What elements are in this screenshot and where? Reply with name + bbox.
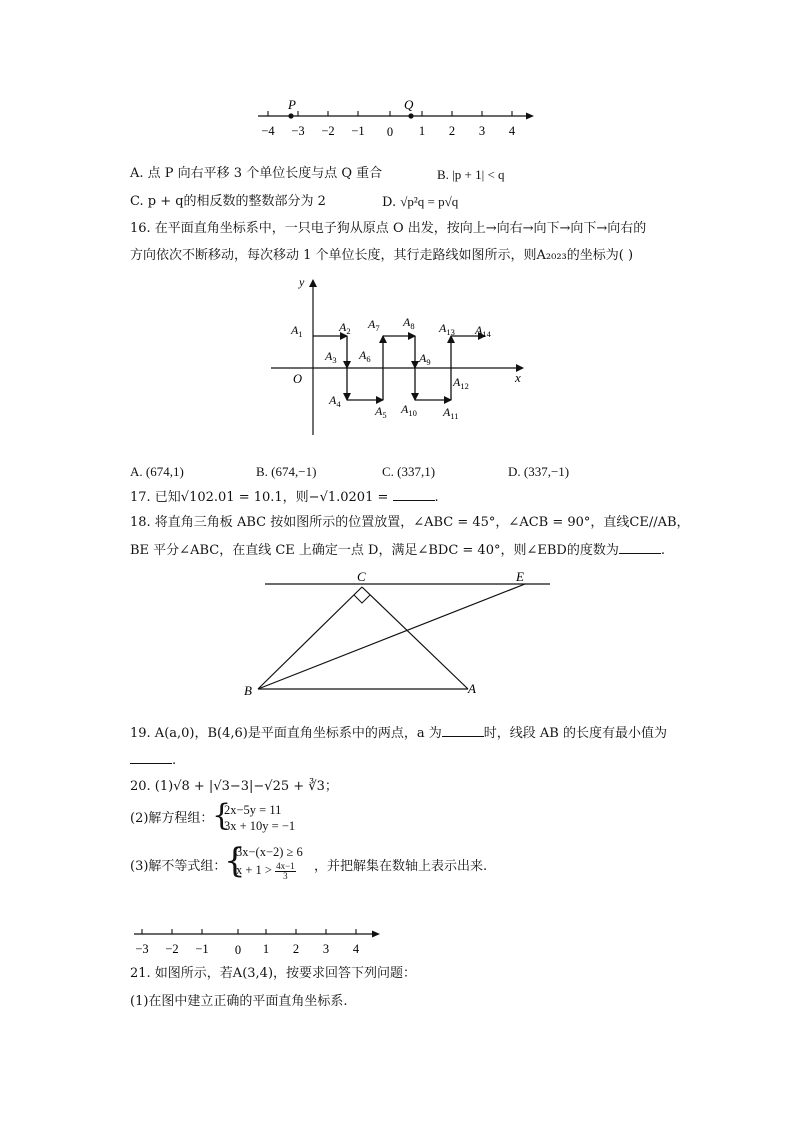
- origin-label: O: [293, 372, 303, 386]
- q15-option-b: B. |p + 1| < q: [437, 167, 505, 182]
- point-label-a1: $A_1$: [291, 323, 303, 339]
- system-brace: {: [224, 841, 246, 881]
- right-angle-mark: [354, 595, 370, 603]
- q15-option-a: A. 点 P 向右平移 3 个单位长度与点 Q 重合: [130, 166, 383, 181]
- tick-label: 0: [386, 125, 394, 139]
- tick-label: 0: [234, 943, 242, 957]
- q20-part3-tail: ，并把解集在数轴上表示出来.: [314, 859, 488, 874]
- fraction: [275, 862, 296, 881]
- q20-part3-label: (3)解不等式组：: [130, 859, 227, 874]
- point-label-a3: $A_3$: [325, 349, 337, 365]
- q17-text: 17. 已知√102.01 = 10.1，则−√1.0201 =: [130, 490, 393, 505]
- system-brace: {: [212, 798, 232, 833]
- q20-ineq2-left: x + 1 >: [236, 863, 272, 877]
- q19-stem-line1: [130, 724, 667, 743]
- q15-option-d: [382, 193, 458, 212]
- tick-label: 3: [322, 942, 330, 956]
- q19-stem-line2: [130, 751, 176, 770]
- point-label-a4: $A_4$: [329, 393, 341, 409]
- q20-eq1: 2x−5y = 11: [224, 803, 282, 817]
- answer-blank[interactable]: [393, 488, 435, 501]
- point-label-a6: $A_6$: [359, 348, 371, 364]
- q18-triangle-diagram: [240, 565, 560, 700]
- tick-label: −3: [135, 942, 149, 956]
- point-label-a5: $A_5$: [375, 404, 387, 420]
- q15-option-d-expr: √p²q = p√q: [400, 194, 459, 209]
- point-label-a10: $A_{10}$: [401, 402, 417, 418]
- number-line-1: [250, 92, 550, 142]
- answer-blank[interactable]: [130, 751, 172, 764]
- tick-label: −4: [261, 124, 275, 138]
- q16-path-diagram: [265, 270, 535, 440]
- tick-label: 3: [478, 124, 486, 138]
- q20-ineq1: 3x−(x−2) ≥ 6: [236, 845, 303, 859]
- point-label-a7: $A_7$: [368, 317, 380, 333]
- point-q: [408, 113, 413, 118]
- q16-option-a: A. (674,1): [130, 464, 184, 479]
- segment-be: [258, 584, 525, 689]
- q15-option-c: C. p + q的相反数的整数部分为 2: [130, 194, 326, 209]
- point-label-a8: $A_8$: [403, 315, 415, 331]
- label-b: B: [244, 683, 252, 698]
- q19-text: 19. A(a,0)，B(4,6)是平面直角坐标系中的两点，a 为: [130, 726, 442, 741]
- q15-option-d-prefix: D.: [382, 195, 397, 210]
- answer-blank[interactable]: [442, 724, 484, 737]
- point-p: [288, 113, 293, 118]
- tick-label: −3: [291, 124, 305, 138]
- q20-eq2: 3x + 10y = −1: [224, 819, 296, 833]
- q18-stem-line1: 18. 将直角三角板 ABC 按如图所示的位置放置，∠ABC = 45°，∠ACB = 90°，直线CE//AB，: [130, 515, 690, 530]
- q16-stem-line1: 16. 在平面直角坐标系中，一只电子狗从原点 O 出发，按向上→向右→向下→向下→向右的: [130, 221, 647, 236]
- q20-part2-label: (2)解方程组：: [130, 811, 214, 826]
- q17-end: .: [434, 490, 439, 505]
- q21-stem-line2: (1)在图中建立正确的平面直角坐标系.: [130, 994, 348, 1009]
- q16-stem-line2: 方向依次不断移动，每次移动 1 个单位长度，其行走路线如图所示，则A₂₀₂₃的坐标为( ): [130, 248, 634, 263]
- q17-stem: [130, 488, 439, 507]
- label-a: A: [468, 681, 476, 696]
- q18-stem-line2: [130, 541, 665, 560]
- y-axis-label: y: [299, 275, 305, 289]
- tick-label: 1: [262, 942, 270, 956]
- q21-stem-line1: 21. 如图所示，若A(3,4)，按要求回答下列问题：: [130, 966, 417, 981]
- q18-line2-text: BE 平分∠ABC，在直线 CE 上确定一点 D，满足∠BDC = 40°，则∠EBD的度数为: [130, 543, 619, 558]
- label-p: P: [288, 97, 296, 112]
- tick-label: −1: [195, 942, 209, 956]
- label-e: E: [516, 569, 524, 584]
- point-label-a9: $A_9$: [419, 351, 431, 367]
- point-label-a13: $A_{13}$: [439, 321, 455, 337]
- answer-blank[interactable]: [619, 541, 661, 554]
- tick-label: 2: [448, 124, 456, 138]
- tick-label: 4: [352, 942, 360, 956]
- label-c: C: [357, 569, 366, 584]
- q16-option-d: D. (337,−1): [508, 464, 570, 479]
- tick-label: −1: [351, 124, 365, 138]
- tick-label: −2: [165, 942, 179, 956]
- number-line-2: [128, 920, 388, 960]
- q19-end: .: [172, 753, 177, 768]
- point-label-a2: $A_2$: [339, 320, 351, 336]
- q16-option-c: C. (337,1): [382, 464, 436, 479]
- fraction-denominator: 3: [283, 870, 288, 881]
- q18-end: .: [660, 543, 665, 558]
- x-axis-label: x: [515, 370, 521, 385]
- tick-label: −2: [321, 124, 335, 138]
- point-label-a12: $A_{12}$: [453, 375, 469, 391]
- side-ca: [362, 587, 468, 689]
- q16-option-b: B. (674,−1): [256, 464, 317, 479]
- side-bc: [258, 587, 362, 689]
- fraction-numerator: 4x−1: [276, 860, 295, 871]
- label-q: Q: [404, 97, 414, 112]
- point-label-a11: $A_{11}$: [443, 405, 459, 421]
- q19-mid: 时，线段 AB 的长度有最小值为: [483, 726, 667, 741]
- point-label-a14: $A_{14}$: [475, 323, 491, 339]
- q20-ineq2: [236, 861, 296, 881]
- tick-label: 2: [292, 942, 300, 956]
- tick-label: 1: [418, 124, 426, 138]
- q20-part1: 20. (1)√8 + |√3−3|−√25 + ∛3；: [130, 779, 338, 794]
- tick-label: 4: [508, 124, 516, 138]
